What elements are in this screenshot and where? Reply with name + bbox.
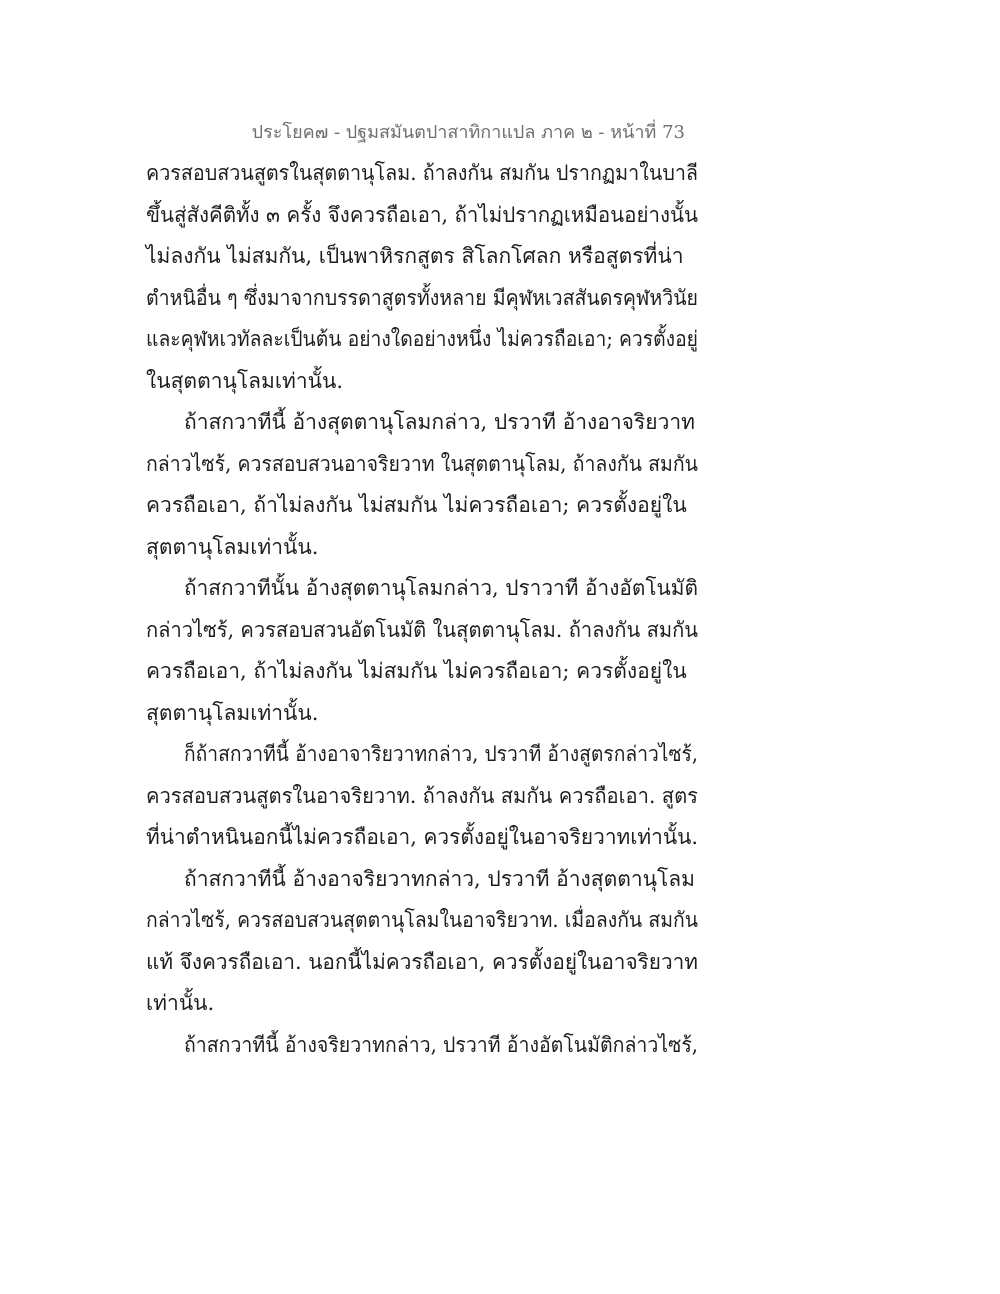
text-line: กล่าวไซร้, ควรสอบสวนสุตตานุโลมในอาจริยวาท. เมื่อลงกัน สมกัน	[146, 908, 698, 932]
text-line: สุตตานุโลมเท่านั้น.	[146, 534, 319, 559]
text-line: ควรสอบสวนสูตรในสุตตานุโลม. ถ้าลงกัน สมกัน ปรากฏมาในบาลี	[146, 161, 698, 185]
paragraph-first-line: ถ้าสกวาทีนี้ อ้างสุตตานุโลมกล่าว, ปรวาที อ้างอาจริยวาท	[184, 410, 695, 434]
text-line: แท้ จึงควรถือเอา. นอกนี้ไม่ควรถือเอา, ควรตั้งอยู่ในอาจริยวาท	[146, 949, 698, 974]
paragraph-first-line: ถ้าสกวาทีนี้ อ้างจริยวาทกล่าว, ปรวาที อ้างอัตโนมัติกล่าวไซร้,	[184, 1032, 698, 1057]
body-text	[146, 153, 706, 1066]
text-line: ควรถือเอา, ถ้าไม่ลงกัน ไม่สมกัน ไม่ควรถือเอา; ควรตั้งอยู่ใน	[146, 659, 687, 683]
paragraph-first-line: ถ้าสกวาทีนั้น อ้างสุตตานุโลมกล่าว, ปราวาที อ้างอัตโนมัติ	[184, 576, 698, 600]
text-line: ควรสอบสวนสูตรในอาจริยวาท. ถ้าลงกัน สมกัน ควรถือเอา. สูตร	[146, 783, 698, 808]
text-line: สุตตานุโลมเท่านั้น.	[146, 700, 319, 725]
text-line: ไม่ลงกัน ไม่สมกัน, เป็นพาหิรกสูตร สิโลกโศลก หรือสูตรที่น่า	[146, 244, 684, 268]
paragraph-first-line: ถ้าสกวาทีนี้ อ้างอาจริยวาทกล่าว, ปรวาที อ้างสุตตานุโลม	[184, 866, 695, 891]
text-line: ในสุตตานุโลมเท่านั้น.	[146, 368, 344, 393]
text-line: ที่น่าตำหนินอกนี้ไม่ควรถือเอา, ควรตั้งอยู่ในอาจริยวาทเท่านั้น.	[146, 825, 698, 849]
running-header: ประโยค๗ - ปฐมสมันตปาสาทิกาแปล ภาค ๒ - หน้าที่ 73	[251, 122, 685, 143]
text-line: ตำหนิอื่น ๆ ซึ่งมาจากบรรดาสูตรทั้งหลาย มีคุฬหเวสสันดรคุฬหวินัย	[146, 285, 698, 310]
text-line: กล่าวไซร้, ควรสอบสวนอัตโนมัติ ในสุตตานุโลม. ถ้าลงกัน สมกัน	[146, 617, 698, 642]
text-line: กล่าวไซร้, ควรสอบสวนอาจริยวาท ในสุตตานุโลม, ถ้าลงกัน สมกัน	[146, 451, 698, 476]
text-line: ขึ้นสู่สังคีติทั้ง ๓ ครั้ง จึงควรถือเอา, ถ้าไม่ปรากฏเหมือนอย่างนั้น	[146, 202, 698, 227]
text-line: และคุฬหเวทัลละเป็นต้น อย่างใดอย่างหนึ่ง ไม่ควรถือเอา; ควรตั้งอยู่	[146, 327, 698, 351]
text-line: เท่านั้น.	[146, 991, 215, 1015]
text-line: ควรถือเอา, ถ้าไม่ลงกัน ไม่สมกัน ไม่ควรถือเอา; ควรตั้งอยู่ใน	[146, 493, 687, 517]
paragraph-first-line: ก็ถ้าสกวาทีนี้ อ้างอาจาริยวาทกล่าว, ปรวาที อ้างสูตรกล่าวไซร้,	[184, 742, 698, 766]
